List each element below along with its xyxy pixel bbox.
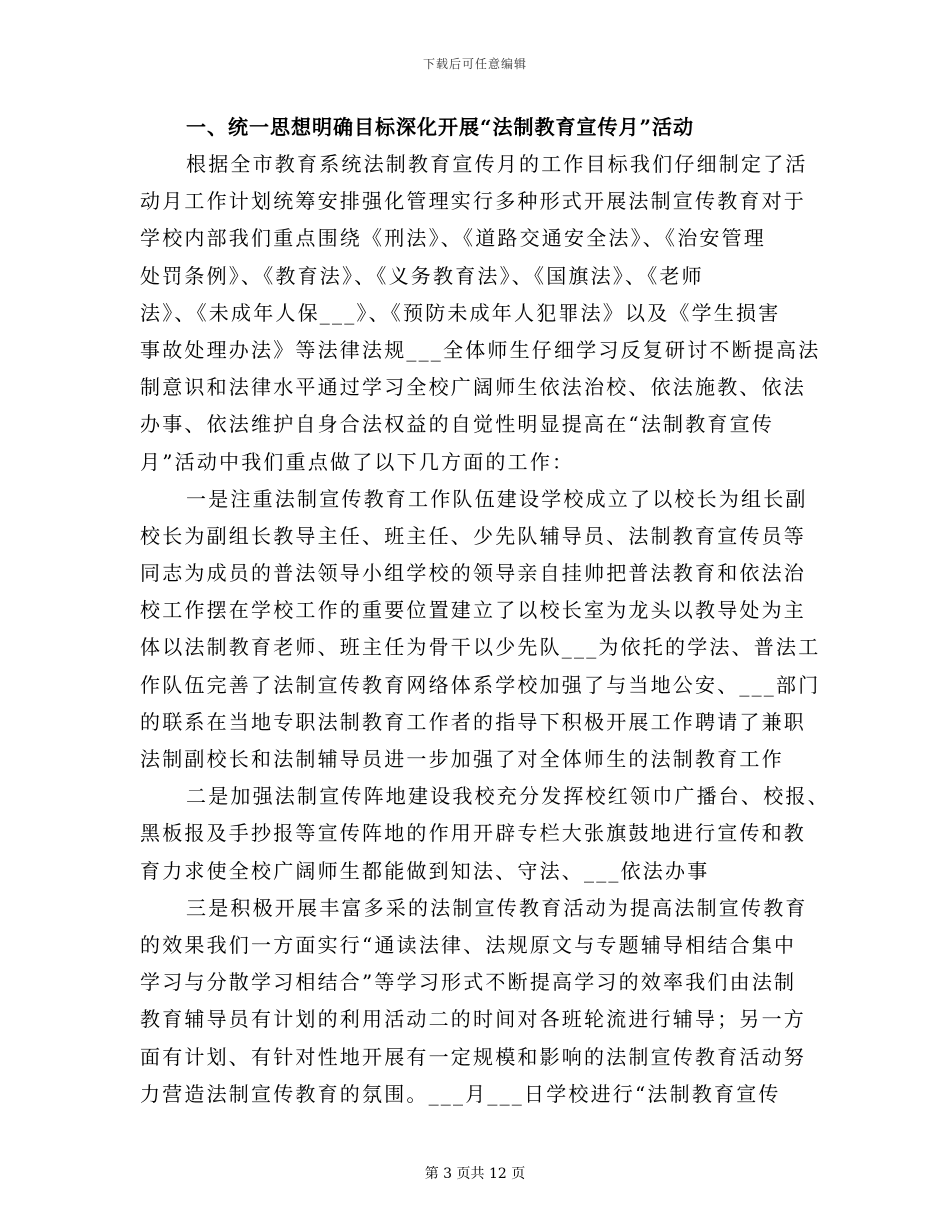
paragraph-line: 校长为副组长教导主任、班主任、少先队辅导员、法制教育宣传员等 (140, 523, 806, 548)
document-body (140, 108, 830, 1113)
paragraph-line: 月”活动中我们重点做了以下几方面的工作： (140, 449, 575, 474)
paragraph-line: 根据全市教育系统法制教育宣传月的工作目标我们仔细制定了活 (186, 152, 808, 176)
paragraph-line: 事故处理办法》等法律法规___全体师生仔细学习反复研讨不断提高法 (140, 337, 821, 362)
paragraph-line: 二是加强法制宣传阵地建设我校充分发挥校红领巾广播台、校报、 (186, 784, 830, 809)
page-header-note: 下载后可任意编辑 (422, 57, 527, 71)
paragraph-line: 动月工作计划统筹安排强化管理实行多种形式开展法制宣传教育对于 (140, 189, 806, 214)
paragraph-line: 制意识和法律水平通过学习全校广阔师生依法治校、依法施教、依法 (140, 375, 806, 400)
paragraph-line: 的联系在当地专职法制教育工作者的指导下积极开展工作聘请了兼职 (140, 709, 806, 734)
paragraph-line: 教育辅导员有计划的利用活动二的时间对各班轮流进行辅导；另一方 (140, 1007, 806, 1032)
paragraph-line: 处罚条例》、《教育法》、《义务教育法》、《国旗法》、《老师 (140, 263, 704, 288)
page-number-footer: 第 3 页共 12 页 (424, 1166, 526, 1182)
paragraph-line: 三是积极开展丰富多采的法制宣传教育活动为提高法制宣传教育 (186, 895, 808, 920)
paragraph-line: 法》、《未成年人保___》、《预防未成年人犯罪法》以及《学生损害 (140, 300, 781, 325)
paragraph-line: 办事、依法维护自身合法权益的自觉性明显提高在“法制教育宣传 (140, 412, 775, 437)
paragraph-line: 学习与分散学习相结合”等学习形式不断提高学习的效率我们由法制 (140, 970, 797, 995)
paragraph-line: 的效果我们一方面实行“通读法律、法规原文与专题辅导相结合集中 (140, 932, 797, 957)
section-heading: 一、统一思想明确目标深化开展“法制教育宣传月”活动 (186, 115, 695, 139)
paragraph-line: 学校内部我们重点围绕《刑法》、《道路交通安全法》、《治安管理 (140, 226, 766, 251)
paragraph-line: 育力求使全校广阔师生都能做到知法、守法、___依法办事 (140, 858, 710, 883)
paragraph-line: 一是注重法制宣传教育工作队伍建设学校成立了以校长为组长副 (186, 486, 808, 511)
paragraph-line: 校工作摆在学校工作的重要位置建立了以校长室为龙头以教导处为主 (140, 598, 806, 623)
paragraph-line: 法制副校长和法制辅导员进一步加强了对全体师生的法制教育工作 (140, 747, 784, 771)
paragraph-line: 黑板报及手抄报等宣传阵地的作用开辟专栏大张旗鼓地进行宣传和教 (140, 821, 806, 846)
paragraph-line: 同志为成员的普法领导小组学校的领导亲自挂帅把普法教育和依法治 (140, 561, 806, 586)
paragraph-line: 作队伍完善了法制宣传教育网络体系学校加强了与当地公安、___部门 (140, 672, 821, 697)
paragraph-line: 力营造法制宣传教育的氛围。___月___日学校进行“法制教育宣传 (140, 1081, 781, 1106)
paragraph-line: 面有计划、有针对性地开展有一定规模和影响的法制宣传教育活动努 (140, 1044, 806, 1069)
paragraph-line: 体以法制教育老师、班主任为骨干以少先队___为依托的学法、普法工 (140, 635, 821, 660)
